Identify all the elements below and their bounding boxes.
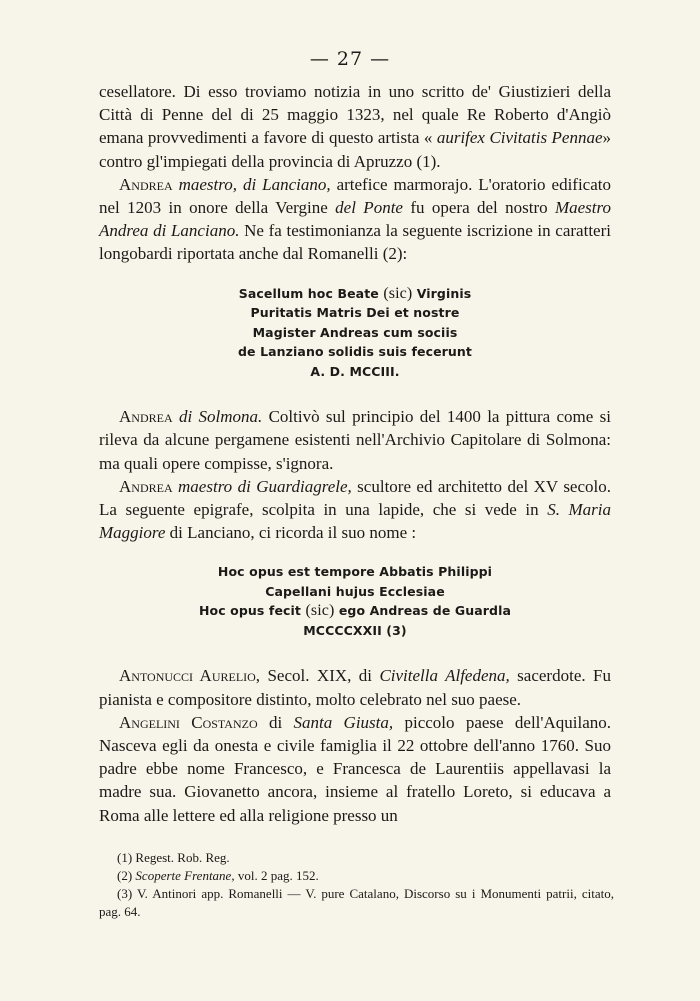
para2-italic-3: Maestro Andrea di Lanciano. [99,198,611,241]
entry-name-antonucci: Antonucci Aurelio, [119,666,261,686]
inscription1-line-4: de Lanziano solidis suis fecerunt [238,344,472,360]
para3-text-1: Coltivò sul principio del 1400 la pittura come si rileva da alcune pergamene esistenti nell'Archivio Capitolare di Solmona: ma quali opere compisse, s'ignora. [99,407,611,473]
para1-text-2: » contro gl'impiegati della provincia di Apruzzo (1). [99,128,611,171]
paragraph-andrea-solmona [99,405,611,475]
inscription1-line-1a: Sacellum hoc Beate [238,285,379,301]
inscription2-line-3c: ego Andreas de Guardla [338,603,512,619]
inscription2-line-2: Capellani hujus Ecclesiae [265,583,445,599]
para2-italic-1: maestro, di Lanciano, [178,174,331,194]
para5-italic-1: Civitella Alfedena, [379,666,510,686]
inscription1-line-1c: Virginis [416,285,472,301]
para1-text-1: cesellatore. Di esso troviamo notizia in uno scritto de' Giustizieri della Città di Penne del di 25 maggio 1323, nel quale Re Roberto d'Angiò emana provvedimenti a favore di questo artista « [99,82,611,148]
para3-italic-1: di Solmona. [178,407,263,427]
para4-italic-2: S. Maria Maggiore [99,499,611,543]
para4-text-1: scultore ed architetto del XV secolo. La seguente epigrafe, scolpita in una lapide, che si vede in [99,476,611,519]
paragraph-antonucci [99,664,611,710]
inscription2-line-1: Hoc opus est tempore Abbatis Philippi [217,564,493,580]
footnote-3: (3) V. Antinori app. Romanelli — V. pure Catalano, Discorso su i Monumenti patrii, citato, pag. 64. [99,886,614,919]
inscription-lanciano [99,284,611,382]
para6-text-2: piccolo paese dell'Aquilano. Nasceva egli da onesta e civile famiglia il 22 ottobre dell'anno 1760. Suo padre ebbe nome Francesco, e Francesca de Laurentiis appellavasi la madre sua. Giovanetto ancora, insieme al fratello Loreto, si educava a Roma alle lettere ed alla religione presso un [99,712,611,825]
entry-name-andrea-1: Andrea [119,174,173,194]
entry-name-angelini: Angelini Costanzo [119,712,258,732]
para2-text-3: Ne fa testimonianza la seguente iscrizione in caratteri longobardi riportata anche dal Romanelli (2): [99,221,611,264]
footnotes [99,849,614,921]
footnote-2 [99,867,614,885]
sic-mark-2: (sic) [305,602,335,620]
inscription2-line-3a: Hoc opus fecit [198,603,301,619]
para6-text-1: di [257,712,294,732]
paragraph-andrea-guardiagrele [99,475,611,545]
inscription1-line-1 [99,284,611,304]
footnote-2-ref: vol. 2 pag. 152. [234,868,319,883]
footnote-2-number: (2) [117,868,136,883]
para2-text-2: fu opera del nostro [402,198,555,218]
page-number: — 27 — [309,48,391,70]
entry-name-andrea-2: Andrea [119,407,173,427]
para4-italic-1: maestro di Guardiagrele, [178,476,352,496]
inscription1-line-2: Puritatis Matris Dei et nostre [250,305,460,321]
para5-text-1: Secol. XIX, di [260,666,380,686]
paragraph-penne [99,80,611,173]
para6-italic-1: Santa Giusta, [293,712,394,732]
inscription2-line-3 [99,601,611,621]
paragraph-angelini [99,711,611,827]
inscription1-line-5: A. D. MCCIII. [310,363,400,379]
inscription-guardiagrele [99,562,611,640]
para1-latin-phrase: aurifex Civitatis Pennae [436,128,603,148]
main-text [99,80,611,827]
para2-text-1: artefice marmorajo. L'oratorio edificato nel 1203 in onore della Vergine [99,174,611,218]
footnote-2-title: Scoperte Frentane, [135,868,235,883]
footnote-1: (1) Regest. Rob. Reg. [117,850,230,865]
para2-italic-2: del Ponte [335,198,403,218]
entry-name-andrea-3: Andrea [119,476,173,496]
sic-mark: (sic) [383,284,413,302]
paragraph-andrea-lanciano [99,173,611,266]
para4-text-2: di Lanciano, ci ricorda il suo nome : [165,523,417,543]
inscription1-line-3: Magister Andreas cum sociis [252,324,458,340]
inscription2-line-4: MCCCCXXII (3) [303,622,407,638]
para5-text-2: sacerdote. Fu pianista e compositore distinto, molto celebrato nel suo paese. [99,666,611,709]
